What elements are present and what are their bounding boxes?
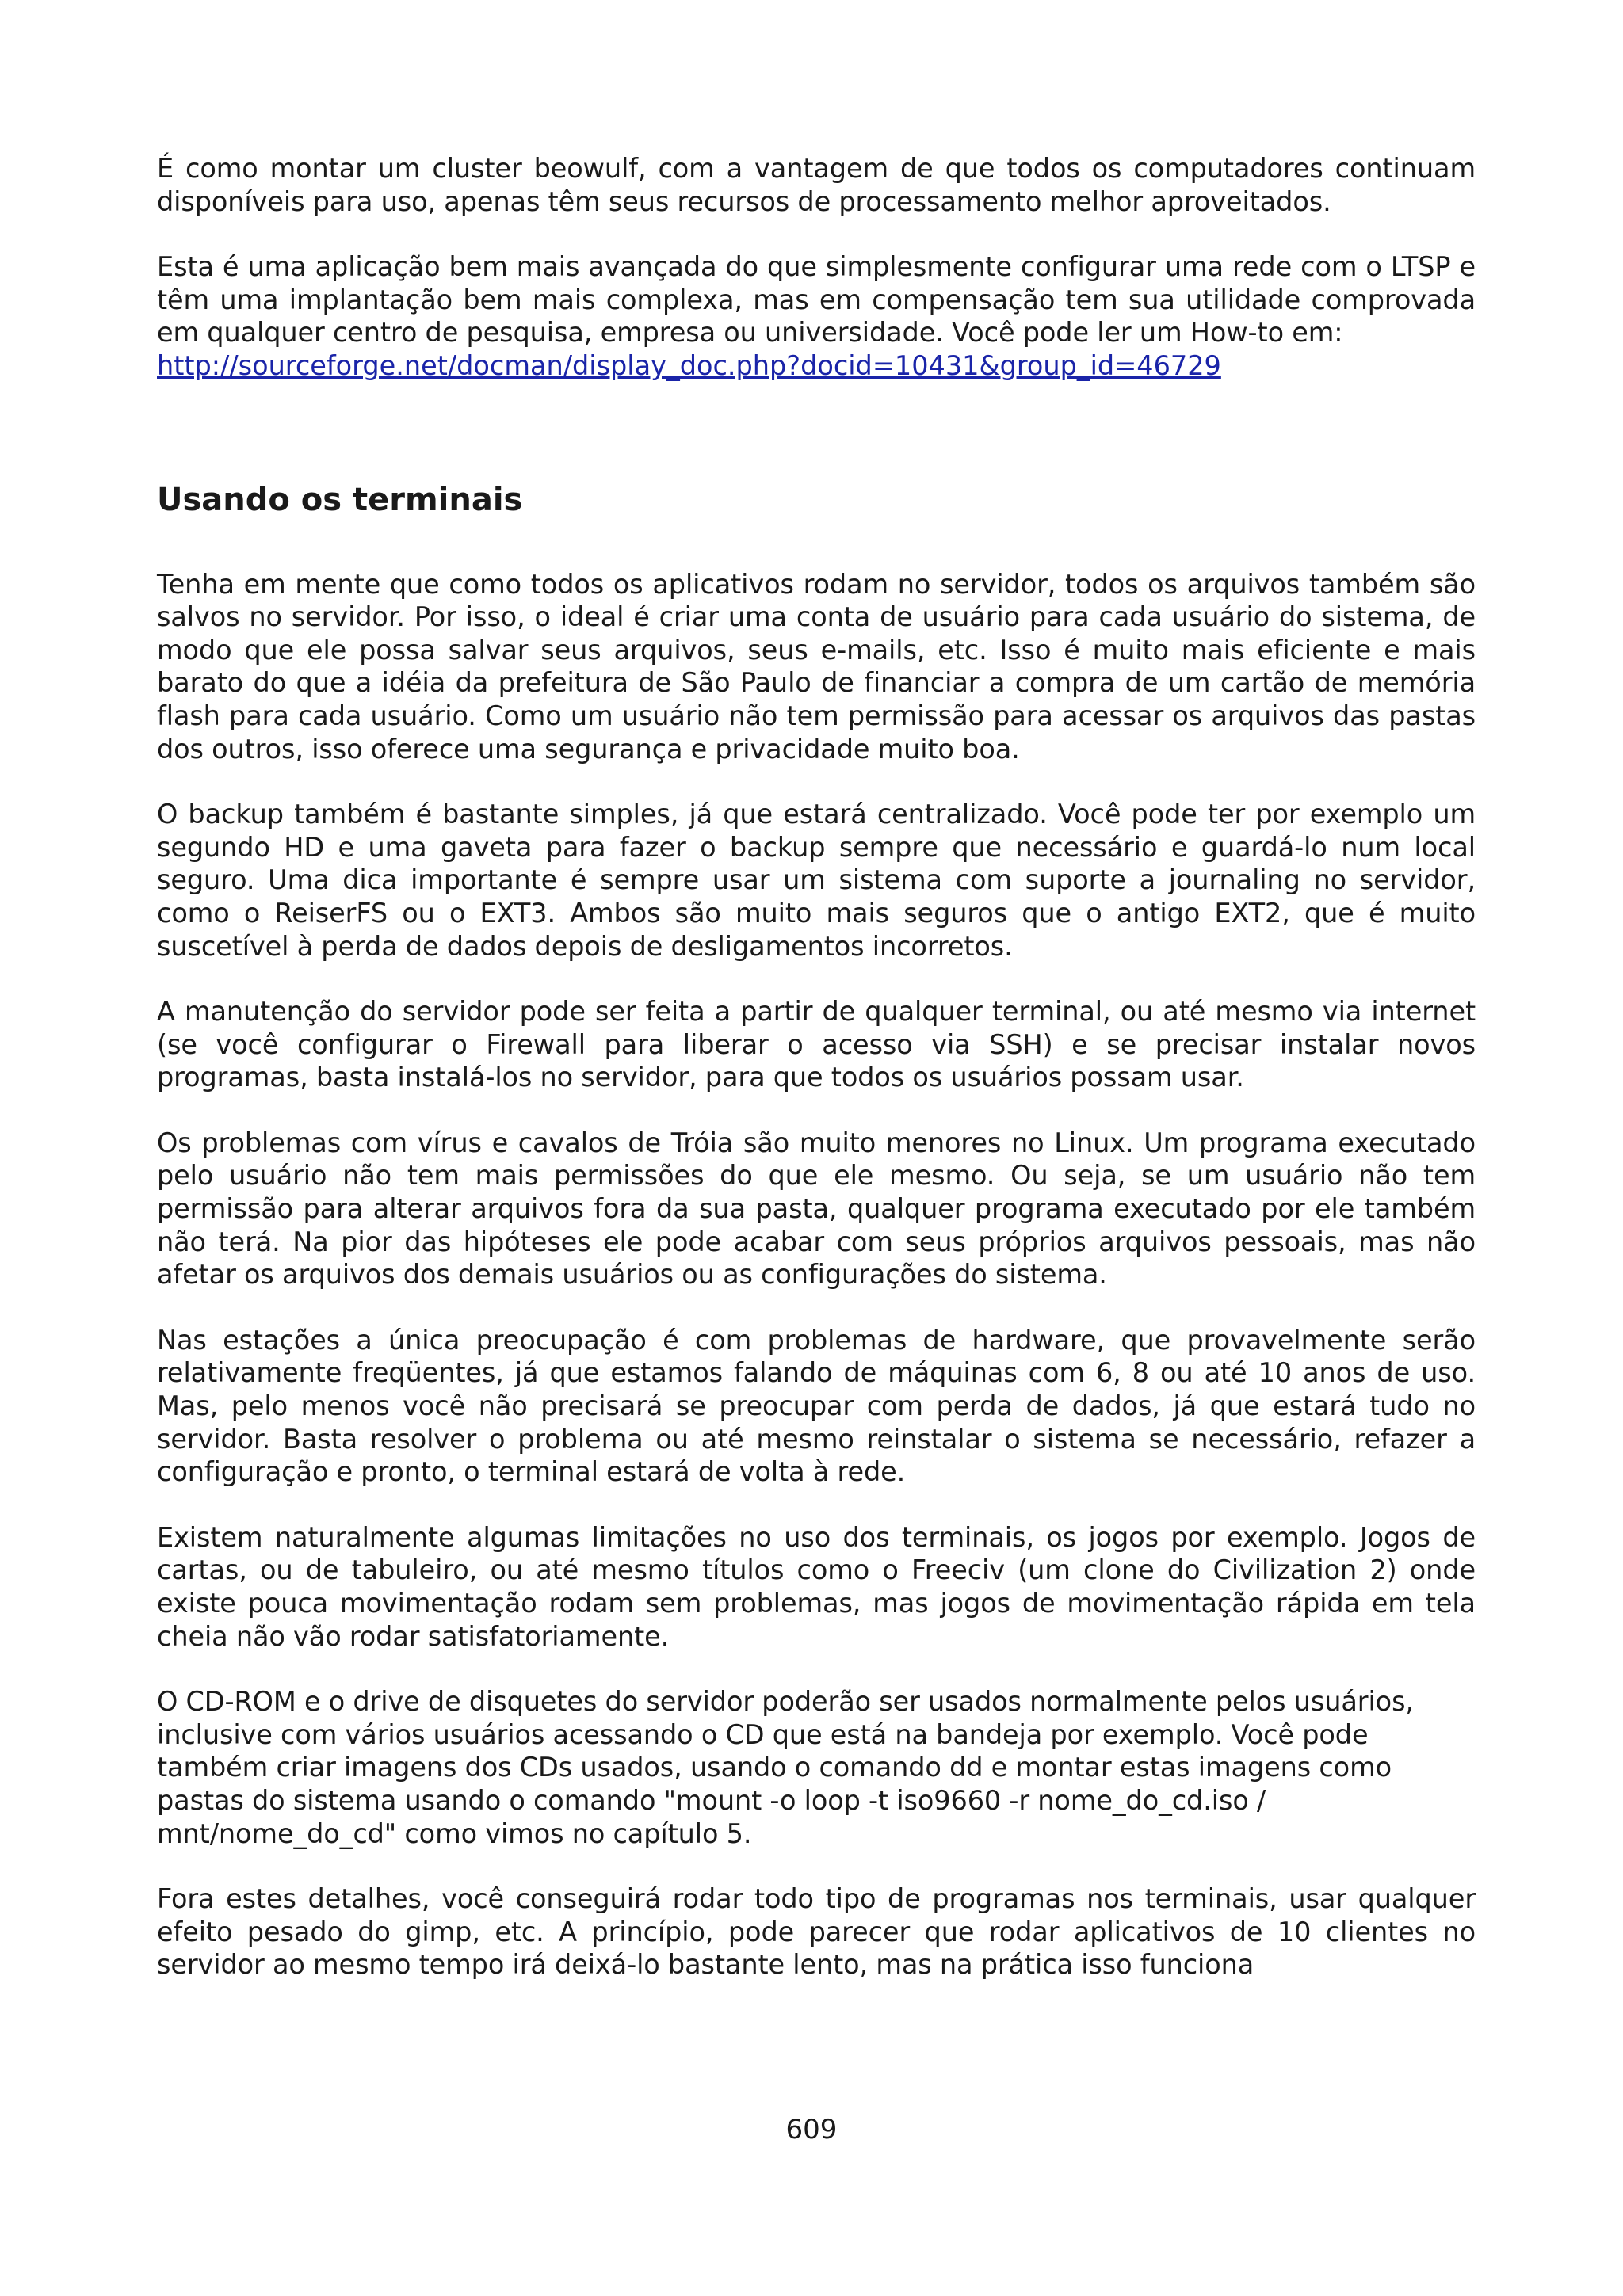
section-heading: Usando os terminais [157,481,523,518]
howto-link[interactable]: http://sourceforge.net/docman/display_doc.php?docid=10431&group_id=46729 [157,349,1221,381]
body-paragraph-4: Os problemas com vírus e cavalos de Tróia são muito menores no Linux. Um programa executado pelo usuário não tem mais permissões do que ele mesmo. Ou seja, se um usuário não tem permissão para alterar arquivos fora da sua pasta, qualquer programa executado por ele também não terá. Na pior das hipóteses ele pode acabar com seus próprios arquivos pessoais, mas não afetar os arquivos dos demais usuários ou as configurações do sistema. [157,1127,1476,1291]
body-paragraph-5: Nas estações a única preocupação é com problemas de hardware, que provavelmente serão relativamente freqüentes, já que estamos falando de máquinas com 6, 8 ou até 10 anos de uso. Mas, pelo menos você não precisará se preocupar com perda de dados, já que estará tudo no servidor. Basta resolver o problema ou até mesmo reinstalar o sistema se necessário, refazer a configuração e pronto, o terminal estará de volta à rede. [157,1324,1476,1488]
body-paragraph-1: Tenha em mente que como todos os aplicativos rodam no servidor, todos os arquivos também são salvos no servidor. Por isso, o ideal é criar uma conta de usuário para cada usuário do sistema, de modo que ele possa salvar seus arquivos, seus e-mails, etc. Isso é muito mais eficiente e mais barato do que a idéia da prefeitura de São Paulo de financiar a compra de um cartão de memória flash para cada usuário. Como um usuário não tem permissão para acessar os arquivos das pastas dos outros, isso oferece uma segurança e privacidade muito boa. [157,568,1476,765]
page-content [157,152,1476,1981]
intro-paragraph-1: É como montar um cluster beowulf, com a vantagem de que todos os computadores continuam disponíveis para uso, apenas têm seus recursos de processamento melhor aproveitados. [157,153,1476,217]
page-number: 609 [785,2114,838,2145]
body-paragraph-6: Existem naturalmente algumas limitações no uso dos terminais, os jogos por exemplo. Jogos de cartas, ou de tabuleiro, ou até mesmo títulos como o Freeciv (um clone do Civilization 2) onde existe pouca movimentação rodam sem problemas, mas jogos de movimentação rápida em tela cheia não vão rodar satisfatoriamente. [157,1521,1476,1652]
body-paragraph-7: O CD-ROM e o drive de disquetes do servidor poderão ser usados normalmente pelos usuários, inclusive com vários usuários acessando o CD que está na bandeja por exemplo. Você pode também criar imagens dos CDs usados, usando o comando dd e montar estas imagens como pastas do sistema usando o comando "mount -o loop -t iso9660 -r nome_do_cd.iso / mnt/nome_do_cd" como vimos no capítulo 5. [157,1686,1414,1849]
body-paragraph-3: A manutenção do servidor pode ser feita a partir de qualquer terminal, ou até mesmo via internet (se você configurar o Firewall para liberar o acesso via SSH) e se precisar instalar novos programas, basta instalá-los no servidor, para que todos os usuários possam usar. [157,996,1476,1093]
body-paragraph-2: O backup também é bastante simples, já que estará centralizado. Você pode ter por exemplo um segundo HD e uma gaveta para fazer o backup sempre que necessário e guardá-lo num local seguro. Uma dica importante é sempre usar um sistema com suporte a journaling no servidor, como o ReiserFS ou o EXT3. Ambos são muito mais seguros que o antigo EXT2, que é muito suscetível à perda de dados depois de desligamentos incorretos. [157,799,1476,962]
intro-paragraph-2: Esta é uma aplicação bem mais avançada do que simplesmente configurar uma rede com o LTSP e têm uma implantação bem mais complexa, mas em compensação tem sua utilidade comprovada em qualquer centro de pesquisa, empresa ou universidade. Você pode ler um How-to em: [157,251,1476,349]
body-paragraph-8: Fora estes detalhes, você conseguirá rodar todo tipo de programas nos terminais, usar qualquer efeito pesado do gimp, etc. A princípio, pode parecer que rodar aplicativos de 10 clientes no servidor ao mesmo tempo irá deixá-lo bastante lento, mas na prática isso funciona [157,1883,1476,1981]
